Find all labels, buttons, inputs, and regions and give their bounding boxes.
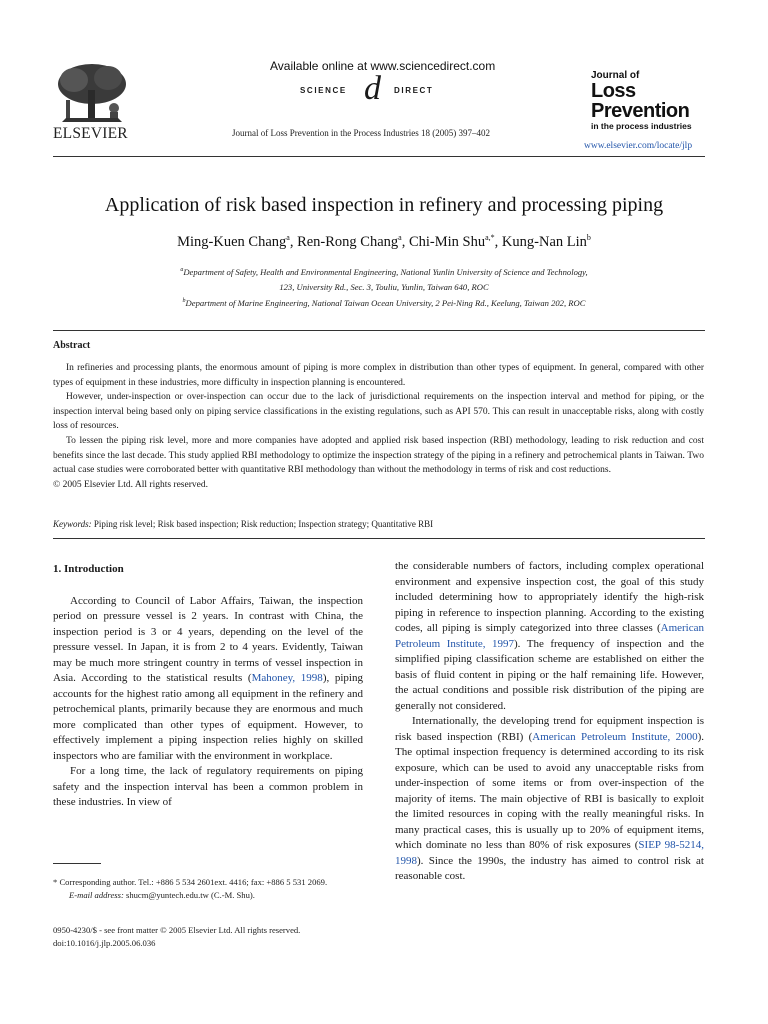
affiliation-line — [60, 279, 708, 294]
sciencedirect-at-glyph: d — [364, 70, 381, 107]
sciencedirect-logo — [300, 70, 470, 108]
citation-link[interactable]: American Petroleum Institute, 2000 — [532, 730, 698, 743]
keywords-text: Piping risk level; Risk based inspection; Risk reduction; Inspection strategy; Quantitative RBI — [91, 519, 434, 529]
journal-logo-line3: Prevention — [591, 100, 690, 122]
journal-citation: Journal of Loss Prevention in the Process Industries 18 (2005) 397–402 — [232, 128, 490, 138]
body-text: ), piping accounts for the highest ratio among all equipment in the refinery and petrochemical plants, primarily because they are enormous and much more complicated than other types of equipment. However, to effectively implement a piping inspection relies highly on skilled inspectors who are familiar with the environment in workplace. — [53, 672, 363, 762]
footnote-rule — [53, 863, 101, 864]
affiliation-mark: b — [182, 297, 186, 304]
affiliations — [60, 264, 708, 310]
section-heading: 1. Introduction — [53, 563, 124, 575]
keywords-line — [53, 519, 704, 529]
body-right-column — [395, 559, 704, 885]
journal-logo — [591, 70, 721, 131]
author-list — [0, 233, 768, 251]
abstract-top-divider — [53, 330, 705, 331]
abstract-paragraph: In refineries and processing plants, the enormous amount of piping is more complex in distribution than other types of equipment. In general, compared with other types of equipment in these industries, more difficulty in inspection planning is encountered. — [53, 363, 704, 388]
citation-link[interactable]: Mahoney, 1998 — [251, 672, 323, 684]
author-separator: , — [289, 233, 298, 250]
body-left-column — [53, 562, 363, 811]
body-text: ). The optimal inspection frequency is determined according to its risk exposure, which can be used to avoid any unacceptable risks from under-inspection of some items or from over-inspection of the majority of items. The main objective of RBI is basically to exploit the limited resources in coping with the really meaningful risks. In many practical cases, this is usually up to 20% of equipment items, which dominate no less than 80% of risk exposures ( — [395, 730, 704, 851]
abstract-paragraph: To lessen the piping risk level, more and more companies have adopted and applied risk based inspection (RBI) methodology, leading to risk reduction and cost benefits since the last decade. This study applied RBI methodology to optimize the inspection strategy of the piping in a refinery and petrochemical plants in Taiwan. Two actual case studies were corroborated better with quantitative RBI methodology than without the methodology in terms of risk and cost reductions. — [53, 435, 704, 476]
author-name: Ming-Kuen Chang — [177, 233, 287, 250]
abstract-bottom-divider — [53, 538, 705, 539]
front-matter-text: 0950-4230/$ - see front matter © 2005 Elsevier Ltd. All rights reserved. — [53, 925, 301, 935]
email-label: E-mail address: — [69, 890, 124, 900]
affiliation-mark: a — [180, 267, 184, 273]
journal-url-link[interactable]: www.elsevier.com/locate/jlp — [584, 141, 693, 151]
author-affiliation-mark: b — [586, 233, 591, 242]
citation-link[interactable]: American Petroleum Institute, 1997 — [395, 622, 704, 650]
citation-link[interactable]: SIEP 98-5214, 1998 — [395, 839, 705, 867]
author-affiliation-mark: a — [398, 233, 402, 242]
body-text: Internationally, the developing trend for equipment inspection is risk based inspection (RBI) ( — [395, 715, 704, 743]
journal-logo-line4: in the process industries — [591, 121, 692, 131]
email-value[interactable]: shucm@yuntech.edu.tw (C.-M. Shu). — [123, 890, 255, 900]
affiliation-text: 123, University Rd., Sec. 3, Touliu, Yunlin, Taiwan 640, ROC — [279, 282, 489, 293]
journal-logo-line2: Loss — [591, 80, 636, 102]
affiliation-line — [60, 264, 708, 279]
body-text: ). The frequency of inspection and the simplified piping classification scheme are established on either the basis of fluid content in piping or the half remaining life. However, the actual conditions and possible risk distribution of the piping are generally not considered. — [395, 637, 704, 712]
body-paragraph: For a long time, the lack of regulatory requirements on piping safety and the inspection interval has been a common problem in these industries. In view of — [53, 765, 363, 808]
journal-logo-line1: Journal of — [591, 70, 640, 81]
header-divider — [53, 156, 705, 157]
affiliation-line — [60, 295, 708, 310]
keywords-label: Keywords: — [53, 519, 92, 529]
front-matter — [53, 924, 365, 950]
sciencedirect-right-text: DIRECT — [394, 86, 434, 95]
author-affiliation-mark: a,* — [485, 233, 495, 242]
abstract-heading: Abstract — [53, 340, 91, 351]
author-affiliation-mark: a — [286, 233, 290, 242]
body-paragraph — [395, 714, 704, 885]
abstract-paragraph: However, under-inspection or over-inspection can occur due to the lack of jurisdictional requirements on the inspection interval and method for piping, or the inspection interval being based only on piping service classifications in the existing regulations, such as API 570. This can result in unacceptable risks, along with costly loss of resources. — [53, 392, 704, 432]
paper-title: Application of risk based inspection in refinery and processing piping — [104, 194, 664, 216]
author-name: Ren-Rong Chang — [297, 233, 399, 250]
author-name: Chi-Min Shu — [408, 233, 486, 250]
publisher-name: ELSEVIER — [53, 125, 128, 142]
footnote — [53, 876, 365, 902]
author-separator: , — [401, 233, 409, 250]
body-text: ). Since the 1990s, the industry has aimed to control risk at reasonable cost. — [395, 854, 704, 882]
author-name: Kung-Nan Lin — [501, 233, 587, 250]
body-text: According to Council of Labor Affairs, Taiwan, the inspection period on pressure vessel is 2 years. In contrast with China, the inspection period is 3 or 4 years, depending on the level of the pressure vessel. In Japan, it is from 2 to 4 years. Evidently, Taiwan may be much more stringent country in terms of vessel inspection in Asia. According to the statistical results ( — [53, 594, 363, 684]
abstract-copyright: © 2005 Elsevier Ltd. All rights reserved. — [53, 479, 208, 490]
abstract-body — [53, 361, 704, 492]
affiliation-text: Department of Marine Engineering, National Taiwan Ocean University, 2 Pei-Ning Rd., Keelung, Taiwan 202, ROC — [185, 297, 586, 308]
available-online-text[interactable]: Available online at www.sciencedirect.com — [270, 59, 496, 73]
doi-text[interactable]: doi:10.1016/j.jlp.2005.06.036 — [53, 938, 156, 948]
body-paragraph — [53, 594, 363, 765]
affiliation-text: Department of Safety, Health and Environmental Engineering, National Yunlin University of Science and Technology, — [183, 266, 588, 277]
sciencedirect-left-text: SCIENCE — [300, 86, 347, 95]
author-separator: , — [494, 233, 502, 250]
elsevier-tree-logo — [52, 60, 130, 128]
body-paragraph — [395, 559, 704, 714]
body-text: the considerable numbers of factors, including complex operational environment and expensive inspection cost, the goal of this study included determining how to appropriately identify the high-risk piping in reference to inspection planning. According to the existing codes, all piping is simply categorized into three classes ( — [395, 560, 704, 634]
email-note — [53, 889, 365, 902]
corresponding-author-note: * Corresponding author. Tel.: +886 5 534 2601ext. 4416; fax: +886 5 531 2069. — [53, 877, 328, 887]
